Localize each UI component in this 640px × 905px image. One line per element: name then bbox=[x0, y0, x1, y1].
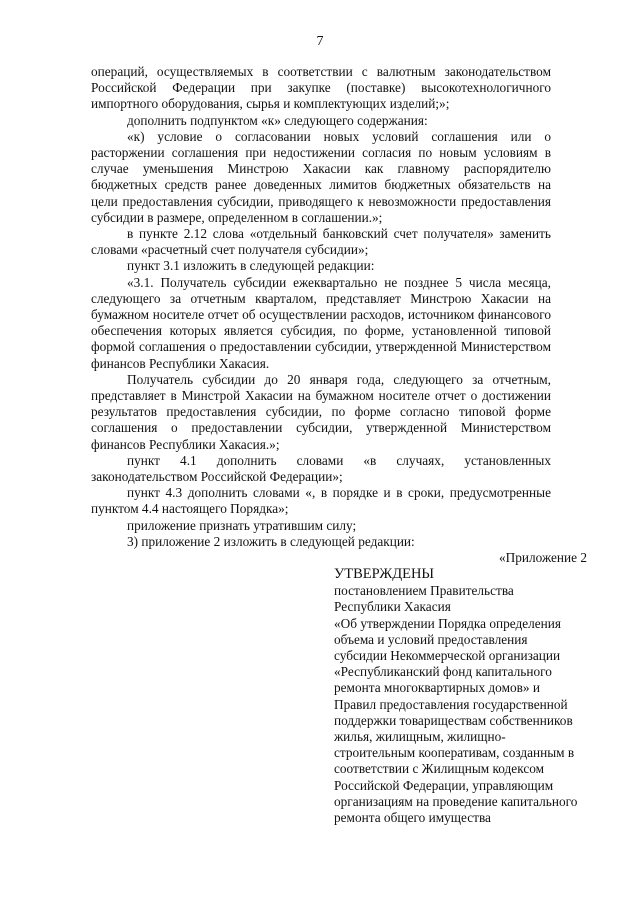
paragraph-11: 3) приложение 2 изложить в следующей редакции: bbox=[127, 533, 415, 549]
paragraph-7: Получатель субсидии до 20 января года, следующего за отчетным, представляет в Минстрой Хакасии на бумажном носителе отчет о достижении результатов предоставления субсидии, по форме согласно типовой форме соглашения о предоставлении субсидии, утвержденной Министерством финансов Республики Хакасия.»; bbox=[91, 371, 551, 452]
appendix-label: «Приложение 2 bbox=[499, 550, 587, 566]
paragraph-2: дополнить подпунктом «к» следующего содержания: bbox=[127, 112, 428, 128]
paragraph-3: «к) условие о согласовании новых условий соглашения или о расторжении соглашения при недостижении согласия по новым условиям в случае уменьшения Минстрою Хакасии как главному распорядителю бюджетных средств ранее доведенных лимитов бюджетных обязательств на цели предоставления субсидии, приводящего к невозможности предоставления субсидии в размере, определенном в соглашении.»; bbox=[91, 128, 551, 225]
approval-block bbox=[334, 566, 596, 826]
approval-text: постановлением Правительства Республики Хакасия «Об утверждении Порядка определения объема и условий предоставления субсидии Некоммерческой организации «Республиканский фонд капитального ремонта многоквартирных домов» и Правил предоставления государственной поддержки товариществам собственников жилья, жилищным, жилищно- строительным кооперативам, созданным в соответствии с Жилищным кодексом Российской Федерации, управляющим организациям на проведение капитального ремонта общего имущества bbox=[334, 583, 578, 826]
page-number: 7 bbox=[316, 34, 324, 49]
paragraph-1: операций, осуществляемых в соответствии с валютным законодательством Российской Федерации при закупке (поставке) высокотехнологичного импортного оборудования, сырья и комплектующих изделий;»; bbox=[91, 64, 551, 112]
paragraph-6: «3.1. Получатель субсидии ежеквартально не позднее 5 числа месяца, следующего за отчетным кварталом, представляет Минстрою Хакасии на бумажном носителе отчет об осуществлении расходов, источником финансового обеспечения которых является субсидия, по форме, установленной типовой формой соглашения о предоставлении субсидии, утвержденной Министерством финансов Республики Хакасия. bbox=[91, 274, 551, 371]
paragraph-9: пункт 4.3 дополнить словами «, в порядке и в сроки, предусмотренные пунктом 4.4 настоящего Порядка»; bbox=[91, 485, 551, 517]
paragraph-5: пункт 3.1 изложить в следующей редакции: bbox=[127, 258, 375, 274]
paragraph-8: пункт 4.1 дополнить словами «в случаях, установленных законодательством Российской Федерации»; bbox=[91, 452, 551, 485]
paragraph-4: в пункте 2.12 слова «отдельный банковский счет получателя» заменить словами «расчетный счет получателя субсидии»; bbox=[91, 226, 551, 258]
paragraph-10: приложение признать утратившим силу; bbox=[127, 517, 357, 533]
document-body bbox=[91, 64, 587, 566]
approval-heading: УТВЕРЖДЕНЫ bbox=[334, 566, 435, 582]
